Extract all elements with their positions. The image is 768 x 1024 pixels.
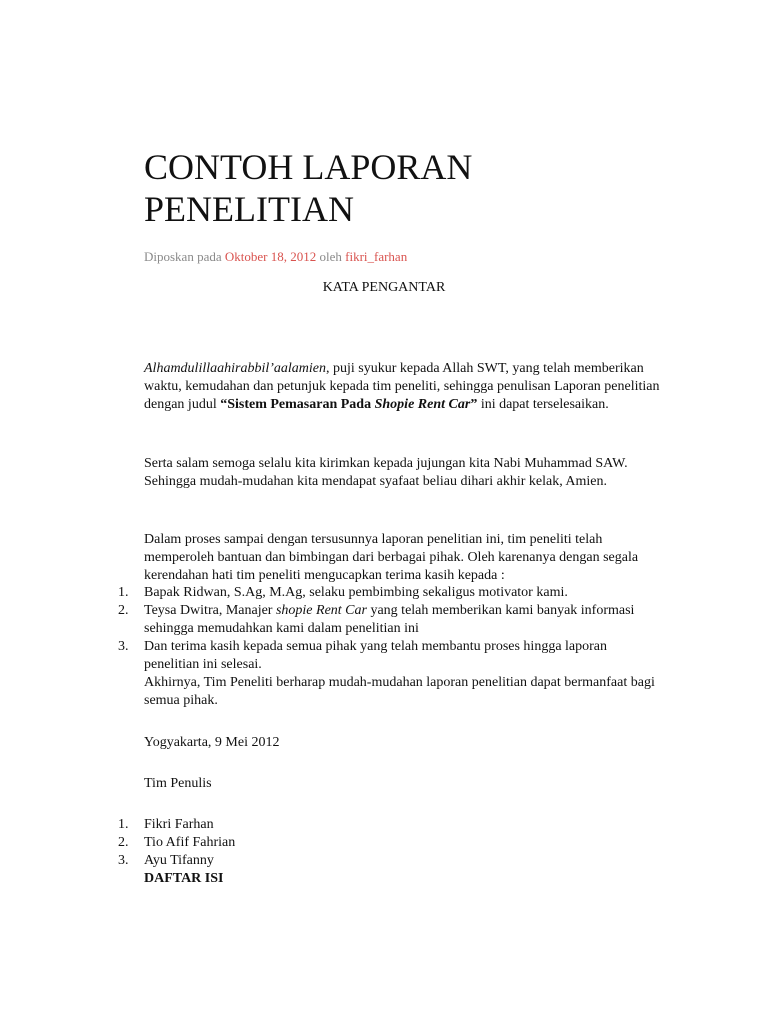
post-date-link[interactable]: Oktober 18, 2012: [224, 249, 317, 264]
page-title: CONTOH LAPORAN PENELITIAN: [144, 147, 473, 229]
posted-prefix: Diposkan pada: [144, 249, 225, 264]
team-label: Tim Penulis: [144, 776, 212, 791]
place-date: Yogyakarta, 9 Mei 2012: [144, 735, 280, 750]
author-number-2: 2.: [118, 835, 129, 850]
thanks-item-2: [144, 602, 664, 638]
intro-title-bold: “Sistem Pemasaran Pada: [220, 397, 375, 412]
toc-heading: DAFTAR ISI: [144, 871, 224, 886]
intro-text-1: , puji syukur kepada Allah SWT, yang telah memberikan waktu, kemudahan dan petunjuk kepada tim peneliti, sehingga penulisan Laporan penelitian dengan judul: [144, 361, 660, 412]
post-meta: [144, 249, 407, 265]
author-link[interactable]: fikri_farhan: [345, 249, 408, 264]
thanks-item-1: Bapak Ridwan, S.Ag, M.Ag, selaku pembimbing sekaligus motivator kami.: [144, 585, 568, 600]
thanks-item-2-b: yang telah memberikan kami banyak informasi sehingga memudahkan kami dalam penelitian ini: [144, 603, 635, 636]
intro-title-bold-italic: Shopie Rent Car: [374, 397, 471, 412]
intro-text-2: ini dapat terselesaikan.: [477, 397, 609, 412]
thanks-number-1: 1.: [118, 585, 129, 600]
author-name-2: Tio Afif Fahrian: [144, 835, 236, 850]
thanks-item-3: [144, 638, 664, 710]
closing-text: Akhirnya, Tim Peneliti berharap mudah-mudahan laporan penelitian dapat bermanfaat bagi semua pihak.: [144, 675, 655, 708]
intro-title-close: ”: [470, 397, 478, 412]
thanks-item-3-text: Dan terima kasih kepada semua pihak yang telah membantu proses hingga laporan penelitian ini selesai.: [144, 639, 608, 672]
section-heading-kata-pengantar: KATA PENGANTAR: [322, 280, 446, 295]
paragraph-proses: Dalam proses sampai dengan tersusunnya laporan penelitian ini, tim peneliti telah memperoleh bantuan dan bimbingan dari berbagai pihak. Oleh karenanya dengan segala kerendahan hati tim peneliti mengucapkan terima kasih kepada :: [144, 532, 639, 583]
thanks-number-2: 2.: [118, 603, 129, 618]
posted-by: oleh: [316, 249, 346, 264]
thanks-item-2-a: Teysa Dwitra, Manajer: [144, 603, 276, 618]
thanks-item-2-italic: shopie Rent Car: [275, 603, 367, 618]
author-number-3: 3.: [118, 853, 129, 868]
author-name-1: Fikri Farhan: [144, 817, 214, 832]
author-name-3: Ayu Tifanny: [144, 853, 214, 868]
author-number-1: 1.: [118, 817, 129, 832]
intro-italic: Alhamdulillaahirabbil’aalamien: [144, 361, 326, 376]
paragraph-intro: [144, 360, 664, 414]
paragraph-salam: Serta salam semoga selalu kita kirimkan kepada jujungan kita Nabi Muhammad SAW. Sehingga mudah-mudahan kita mendapat syafaat beliau dihari akhir kelak, Amien.: [144, 456, 628, 489]
thanks-number-3: 3.: [118, 639, 129, 654]
